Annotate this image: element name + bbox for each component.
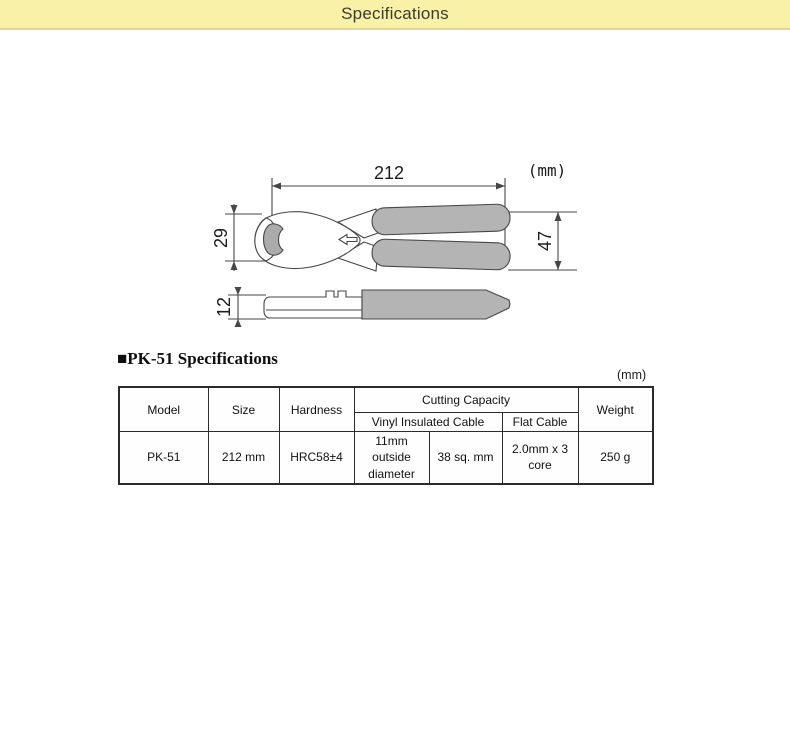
cell-vinyl-diameter: 11mm outside diameter [354,432,429,484]
col-header-flat-cable: Flat Cable [502,413,578,432]
spec-table [118,386,654,485]
col-header-model: Model [119,387,208,432]
col-header-vinyl-insulated-cable: Vinyl Insulated Cable [354,413,502,432]
dim-label-212: 212 [373,163,405,183]
dim-label-47: 47 [535,230,555,252]
section-heading: ■PK-51 Specifications [117,349,278,368]
col-header-cutting-capacity: Cutting Capacity [354,387,578,413]
pliers-top-view [255,204,511,271]
page-title-bar [0,0,790,30]
upper-grip [372,204,511,235]
drawing-unit-label: (mm) [527,161,567,180]
cell-size: 212 mm [208,432,279,484]
cell-hardness: HRC58±4 [279,432,354,484]
col-header-weight: Weight [578,387,653,432]
cell-flat-cable: 2.0mm x 3 core [502,432,578,484]
cell-model: PK-51 [119,432,208,484]
pliers-dimension-drawing [0,140,790,350]
side-grip [362,290,510,319]
lower-grip [372,239,511,270]
table-row [119,432,653,484]
col-header-hardness: Hardness [279,387,354,432]
pliers-side-view [264,290,510,319]
page-title: Specifications [341,4,449,23]
col-header-size: Size [208,387,279,432]
dim-label-29: 29 [211,227,231,249]
table-unit-note: (mm) [617,368,647,382]
cell-weight: 250 g [578,432,653,484]
dim-label-12: 12 [214,296,234,318]
cell-vinyl-area: 38 sq. mm [429,432,502,484]
